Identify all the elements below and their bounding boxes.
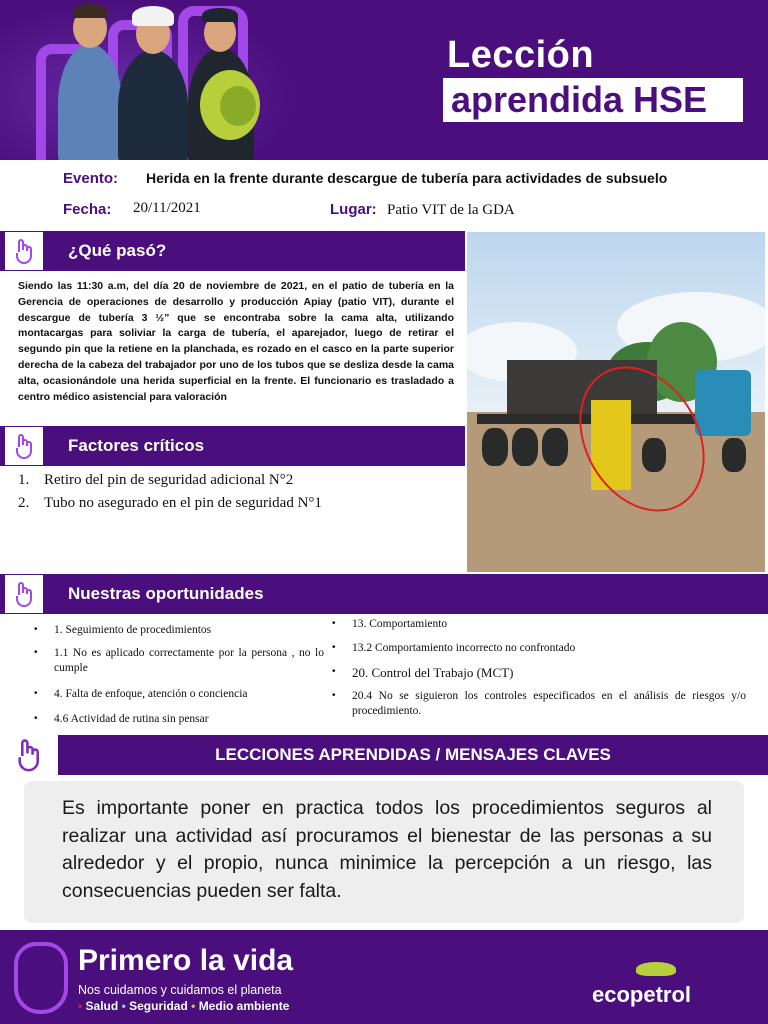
- list-item: [18, 472, 29, 489]
- opportunity-left-2: 1.1 No es aplicado correctamente por la persona , no lo cumple: [54, 647, 324, 674]
- list-item: [18, 495, 29, 512]
- lessons-title: LECCIONES APRENDIDAS / MENSAJES CLAVES: [58, 735, 768, 775]
- date-value: 20/11/2021: [133, 200, 201, 216]
- hand-icon: [4, 231, 44, 271]
- value-health: Salud: [85, 999, 119, 1013]
- page-title-line2-box: [443, 78, 743, 122]
- critical-factors-title: Factores críticos: [68, 436, 205, 455]
- hand-icon: [14, 738, 46, 774]
- footer-slogan: Primero la vida: [78, 944, 294, 977]
- iguana-logo: [636, 962, 676, 976]
- critical-factors-header: [0, 426, 465, 466]
- what-happened-header: [0, 231, 465, 271]
- page-title-line2: aprendida HSE: [451, 79, 708, 120]
- critical-factor-2: Tubo no asegurado en el pin de seguridad N°1: [44, 495, 322, 511]
- place-label: Lugar:: [330, 201, 377, 218]
- incident-photo: [467, 232, 765, 572]
- ecopetrol-logo: ecopetrol: [592, 982, 692, 1007]
- what-happened-title: ¿Qué pasó?: [68, 241, 167, 260]
- opportunity-right-3: 20. Control del Trabajo (MCT): [352, 665, 514, 680]
- event-value: Herida en la frente durante descargue de tubería para actividades de subsuelo: [146, 170, 668, 186]
- footer-values: • Salud • Seguridad • Medio ambiente: [78, 999, 290, 1013]
- key-message-text: Es importante poner en practica todos los procedimientos seguros al realizar una actividad así procuramos el bienestar de las personas a su alrededor y el propio, nunca minimice la percepción a un riesgo, las consecuencias pueden ser falta.: [62, 797, 712, 902]
- footer-banner: [0, 930, 768, 1024]
- list-number: 2.: [18, 495, 30, 511]
- opportunities-header: [0, 574, 768, 614]
- footer-tagline: Nos cuidamos y cuidamos el planeta: [78, 983, 282, 997]
- hand-icon: [14, 942, 68, 1014]
- opportunity-right-1: 13. Comportamiento: [352, 618, 448, 630]
- hand-icon: [4, 574, 44, 614]
- what-happened-text: Siendo las 11:30 a.m, del día 20 de noviembre de 2021, en el patio de tubería en la Gerencia de operaciones de desarrollo y producción Apiay (patio VIT), durante el descargue de tubería 3 ½” que se encontraba sobre la cama alta, utilizando montacargas para soliviar la carga de tubería, el aparejador, luego de retirar el segundo pin que la retiene en la planchada, es rozado en el casco en la parte superior derecha de la cabeza del trabajador por uno de los tubos que se desliza desde la cama alta, ocasionándole una herida superficial en la frente. El funcionario es trasladado a centro médico asistencial para valoración: [18, 280, 454, 403]
- header-banner: [0, 0, 768, 160]
- page-title-line1: Lección: [447, 34, 595, 76]
- opportunity-right-4: 20.4 No se siguieron los controles especificados en el análisis de riesgos y/o procedimiento.: [352, 690, 746, 717]
- value-safety: Seguridad: [129, 999, 188, 1013]
- date-label: Fecha:: [63, 201, 112, 218]
- hand-icon: [4, 426, 44, 466]
- value-environment: Medio ambiente: [198, 999, 290, 1013]
- list-number: 1.: [18, 472, 30, 488]
- opportunity-left-3: 4. Falta de enfoque, atención o conciencia: [54, 688, 248, 700]
- opportunity-left-4: 4.6 Actividad de rutina sin pensar: [54, 713, 209, 725]
- event-label: Evento:: [63, 170, 119, 187]
- place-value: Patio VIT de la GDA: [387, 202, 515, 218]
- opportunity-right-2: 13.2 Comportamiento incorrecto no confrontado: [352, 642, 576, 654]
- opportunities-title: Nuestras oportunidades: [68, 584, 264, 603]
- workers-photo: [38, 0, 268, 160]
- critical-factor-1: Retiro del pin de seguridad adicional N°2: [44, 472, 294, 488]
- opportunity-left-1: 1. Seguimiento de procedimientos: [54, 624, 212, 636]
